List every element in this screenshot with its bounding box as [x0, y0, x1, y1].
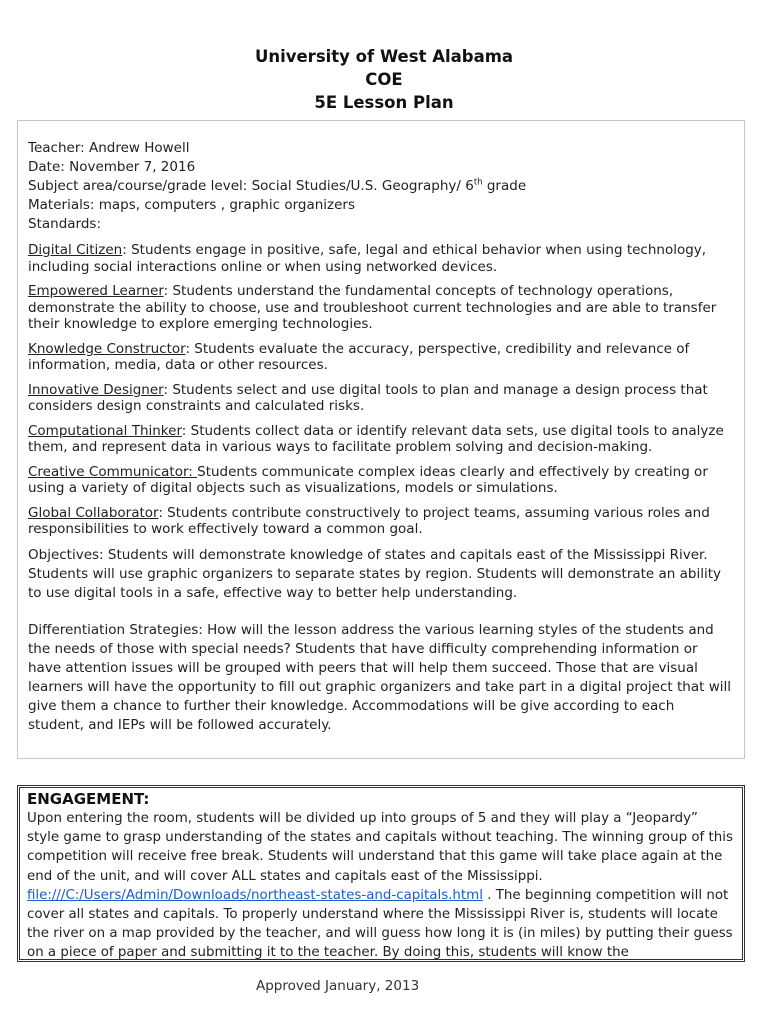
objectives-paragraph: Objectives: Students will demonstrate knowledge of states and capitals east of the Mississippi River. Students will use graphic organizers to separate states by region. Students will demonstrate an ability to use digital tools in a safe, effective way to better help understanding. — [28, 546, 722, 601]
standard-text: : Students contribute constructively to project teams, assuming various roles and responsibilities to work effectively toward a common goal. — [28, 504, 710, 537]
engagement-content — [27, 789, 733, 962]
standard-title: Digital Citizen — [28, 242, 123, 258]
standard-title: Computational Thinker — [28, 422, 182, 439]
lesson-info-box — [17, 120, 745, 759]
standard-empowered-learner — [28, 283, 734, 333]
standard-title: Knowledge Constructor — [28, 340, 186, 357]
standard-text: : Students evaluate the accuracy, perspective, credibility and relevance of information, media, data or other resources. — [28, 340, 690, 373]
standard-digital-citizen — [28, 242, 734, 275]
subject-line — [28, 177, 734, 196]
college-title: COE — [365, 70, 403, 89]
standard-text: : Students collect data or identify relevant data sets, use digital tools to analyze them, and represent data in various ways to facilitate problem solving and decision-making. — [28, 422, 724, 455]
standard-global-collaborator — [28, 505, 734, 538]
teacher-line: Teacher: Andrew Howell — [28, 140, 190, 156]
engagement-text-end: . The beginning competition will not cover all states and capitals. To properly understand where the Mississippi River is, students will locate the river on a map provided by the teacher, and will guess how long it is (in miles) by putting their guess on a piece of paper and submitting it to the teacher. By doing this, students will know the — [27, 887, 733, 961]
date-line: Date: November 7, 2016 — [28, 159, 196, 175]
standard-title: Empowered Learner — [28, 283, 164, 299]
lesson-plan-title: 5E Lesson Plan — [314, 93, 454, 112]
resource-link[interactable]: file:///C:/Users/Admin/Downloads/northeast-states-and-capitals.html — [27, 887, 483, 903]
standard-computational-thinker — [28, 423, 734, 456]
standard-creative-communicator — [28, 464, 734, 497]
standard-title: Global Collaborator — [28, 504, 159, 521]
standard-knowledge-constructor — [28, 341, 734, 374]
lesson-info-content — [28, 139, 734, 735]
standard-innovative-designer — [28, 382, 734, 415]
engagement-text-start: Upon entering the room, students will be divided up into groups of 5 and they will play a “Jeopardy” style game to grasp understanding of the states and capitals without teaching. The winning group of this competition will receive free break. Students will understand that this game will take place again at the end of the unit, and will cover ALL states and capitals east of the Mississippi. — [27, 811, 733, 884]
standards-heading: Standards: — [28, 216, 101, 232]
document-header — [0, 45, 768, 114]
differentiation-paragraph: Differentiation Strategies: How will the lesson address the various learning styles of the students and the needs of those with special needs? Students that have difficulty comprehending information or have attention issues will be grouped with peers that will help them succeed. Those that are visual learners will have the opportunity to fill out graphic organizers and take part in a digital project that will give them a chance to further their knowledge. Accommodations will be give according to each student, and IEPs will be followed accurately. — [28, 621, 731, 733]
standard-text: : Students engage in positive, safe, legal and ethical behavior when using technology, including social interactions online or when using networked devices. — [28, 242, 707, 275]
standard-title: Creative Communicator: — [28, 463, 198, 480]
subject-superscript: th — [473, 177, 483, 188]
standard-text: : Students select and use digital tools to plan and manage a design process that considers design constraints and calculated risks. — [28, 381, 708, 414]
engagement-title: ENGAGEMENT: — [27, 790, 150, 808]
standard-text: : Students understand the fundamental concepts of technology operations, demonstrate the ability to choose, use and troubleshoot current technologies and are able to transfer their knowledge to explore emerging technologies. — [28, 283, 717, 332]
subject-grade: grade — [482, 178, 527, 194]
materials-line: Materials: maps, computers , graphic organizers — [28, 197, 356, 213]
engagement-box — [17, 785, 745, 962]
standard-title: Innovative Designer — [28, 381, 164, 398]
subject-text: Subject area/course/grade level: Social Studies/U.S. Geography/ 6 — [28, 178, 474, 194]
university-title: University of West Alabama — [254, 47, 514, 66]
standard-text: Students communicate complex ideas clearly and effectively by creating or using a variety of digital objects such as visualizations, models or simulations. — [28, 463, 708, 496]
approval-footer: Approved January, 2013 — [256, 978, 420, 994]
engagement-text — [27, 809, 733, 962]
